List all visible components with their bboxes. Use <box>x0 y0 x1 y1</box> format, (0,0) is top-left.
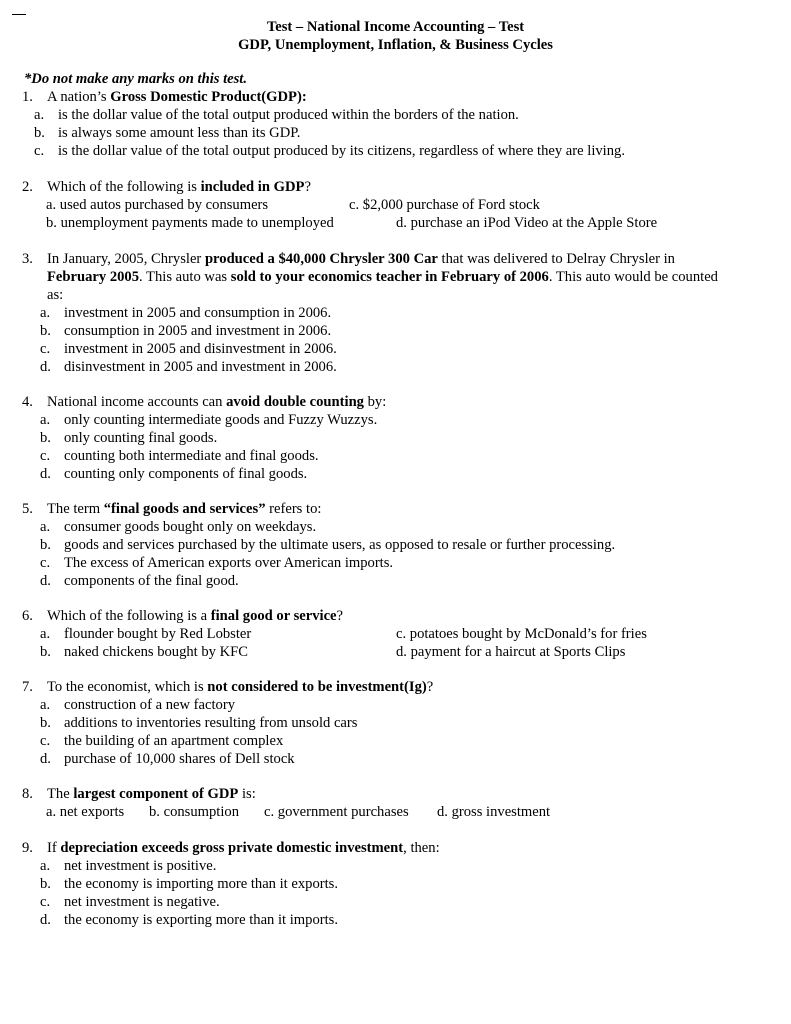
question-number: 2. <box>22 179 33 195</box>
page-title: Test – National Income Accounting – Test <box>266 19 525 35</box>
q3-option-d[interactable]: d. disinvestment in 2005 and investment in 2006. <box>40 359 337 375</box>
q5-option-a[interactable]: a. consumer goods bought only on weekdays. <box>40 519 317 535</box>
q3-option-c[interactable]: c. investment in 2005 and disinvestment in 2006. <box>40 341 337 357</box>
dash-mark <box>12 14 26 15</box>
question-stem-line-3: as: <box>47 287 64 303</box>
q6-option-a[interactable]: a. flounder bought by Red Lobster <box>40 626 252 642</box>
question-number: 9. <box>22 840 33 856</box>
q4-option-a[interactable]: a. only counting intermediate goods and Fuzzy Wuzzys. <box>40 412 378 428</box>
q2-option-c[interactable]: c. $2,000 purchase of Ford stock <box>349 197 540 213</box>
q6-option-c[interactable]: c. potatoes bought by McDonald’s for fries <box>396 626 647 642</box>
q4-option-b[interactable]: b. only counting final goods. <box>40 430 218 446</box>
question-stem: A nation’s Gross Domestic Product(GDP): <box>47 89 307 105</box>
question-number: 5. <box>22 501 33 517</box>
q1-option-a[interactable]: a. is the dollar value of the total output produced within the borders of the nation. <box>34 107 519 123</box>
question-stem-line-2: February 2005. This auto was sold to your economics teacher in February of 2006. This auto would be counted <box>47 269 718 285</box>
q2-option-a[interactable]: a. used autos purchased by consumers <box>46 197 269 213</box>
question-stem: The term “final goods and services” refers to: <box>47 501 322 517</box>
question-stem: Which of the following is included in GDP? <box>47 179 311 195</box>
question-stem: In January, 2005, Chrysler produced a $40,000 Chrysler 300 Car that was delivered to Delray Chrysler in <box>47 251 675 267</box>
question-number: 4. <box>22 394 33 410</box>
q8-option-c[interactable]: c. government purchases <box>264 804 409 820</box>
q8-option-a[interactable]: a. net exports <box>46 804 125 820</box>
q2-option-b[interactable]: b. unemployment payments made to unemployed <box>46 215 334 231</box>
q6-option-b[interactable]: b. naked chickens bought by KFC <box>40 644 249 660</box>
question-stem: Which of the following is a final good or service? <box>47 608 344 624</box>
q1-option-c[interactable]: c. is the dollar value of the total output produced by its citizens, regardless of where they are living. <box>34 143 625 159</box>
q4-option-d[interactable]: d. counting only components of final goods. <box>40 466 308 482</box>
q8-option-b[interactable]: b. consumption <box>149 804 239 820</box>
q9-option-b[interactable]: b. the economy is importing more than it exports. <box>40 876 338 892</box>
q7-option-b[interactable]: b. additions to inventories resulting from unsold cars <box>40 715 358 731</box>
q9-option-d[interactable]: d. the economy is exporting more than it imports. <box>40 912 338 928</box>
q3-option-a[interactable]: a. investment in 2005 and consumption in 2006. <box>40 305 332 321</box>
q8-option-d[interactable]: d. gross investment <box>437 804 551 820</box>
question-number: 8. <box>22 786 33 802</box>
question-number: 6. <box>22 608 33 624</box>
question-stem: If depreciation exceeds gross private domestic investment, then: <box>47 840 440 856</box>
q9-option-a[interactable]: a. net investment is positive. <box>40 858 217 874</box>
q6-option-d[interactable]: d. payment for a haircut at Sports Clips <box>396 644 626 660</box>
q5-option-d[interactable]: d. components of the final good. <box>40 573 239 589</box>
q3-option-b[interactable]: b. consumption in 2005 and investment in 2006. <box>40 323 332 339</box>
page-subtitle: GDP, Unemployment, Inflation, & Business Cycles <box>238 37 553 53</box>
q1-option-b[interactable]: b. is always some amount less than its GDP. <box>34 125 301 141</box>
q7-option-d[interactable]: d. purchase of 10,000 shares of Dell stock <box>40 751 295 767</box>
question-stem: The largest component of GDP is: <box>47 786 256 802</box>
q4-option-c[interactable]: c. counting both intermediate and final goods. <box>40 448 319 464</box>
question-number: 1. <box>22 89 33 105</box>
question-stem: National income accounts can avoid double counting by: <box>47 394 387 410</box>
question-number: 3. <box>22 251 33 267</box>
q5-option-c[interactable]: c. The excess of American exports over American imports. <box>40 555 394 571</box>
q2-option-d[interactable]: d. purchase an iPod Video at the Apple Store <box>396 215 658 231</box>
q9-option-c[interactable]: c. net investment is negative. <box>40 894 220 910</box>
question-stem: To the economist, which is not considered to be investment(Ig)? <box>47 679 434 695</box>
instruction-note: *Do not make any marks on this test. <box>24 71 247 87</box>
q7-option-a[interactable]: a. construction of a new factory <box>40 697 236 713</box>
q5-option-b[interactable]: b. goods and services purchased by the ultimate users, as opposed to resale or further processing. <box>40 537 616 553</box>
question-number: 7. <box>22 679 33 695</box>
q7-option-c[interactable]: c. the building of an apartment complex <box>40 733 284 749</box>
